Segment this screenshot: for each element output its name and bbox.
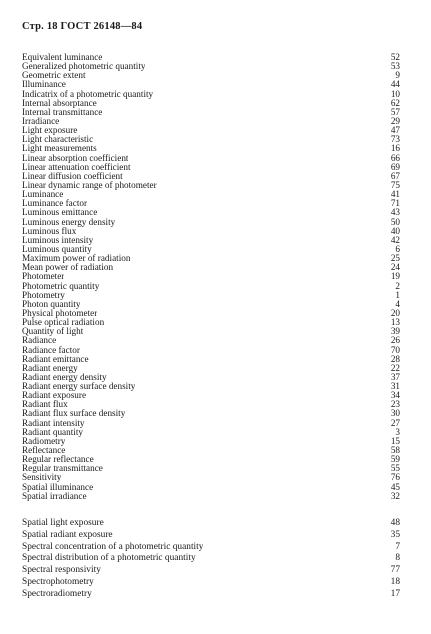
index-term: Maximum power of radiation — [22, 254, 131, 264]
index-number: 30 — [390, 408, 400, 419]
index-number: 47 — [390, 125, 400, 136]
index-entry — [22, 62, 400, 71]
index-entry — [22, 473, 400, 482]
index-entry — [22, 53, 400, 62]
index-term: Radiant exposure — [22, 391, 87, 401]
index-number: 25 — [390, 253, 400, 264]
index-number: 41 — [390, 189, 400, 200]
index-entry — [22, 135, 400, 144]
index-entry — [22, 90, 400, 99]
index-number: 10 — [390, 88, 400, 99]
index-number: 73 — [390, 134, 400, 145]
index-list-continued — [22, 518, 400, 601]
index-term: Spectral distribution of a photometric quantity — [22, 553, 196, 564]
index-number: 59 — [390, 454, 400, 465]
index-entry — [22, 518, 400, 530]
index-number: 3 — [395, 426, 400, 437]
index-number: 58 — [390, 445, 400, 456]
index-number: 15 — [390, 435, 400, 446]
index-number: 77 — [390, 565, 400, 576]
index-entry — [22, 190, 400, 199]
index-term: Photometer — [22, 272, 65, 282]
index-number: 1 — [395, 289, 400, 300]
index-number: 48 — [390, 518, 400, 528]
index-term: Luminous energy density — [22, 217, 116, 227]
index-entry — [22, 199, 400, 208]
index-entry — [22, 355, 400, 364]
index-term: Physical photometer — [22, 308, 98, 318]
index-number: 43 — [390, 207, 400, 218]
index-term: Spectrophotometry — [22, 576, 94, 587]
index-entry — [22, 327, 400, 336]
index-number: 70 — [390, 344, 400, 355]
index-entry — [22, 291, 400, 300]
index-number: 7 — [395, 541, 400, 552]
index-number: 4 — [395, 298, 400, 309]
index-number: 23 — [390, 399, 400, 410]
index-number: 52 — [390, 52, 400, 62]
index-term: Luminance — [22, 190, 64, 200]
index-term: Regular transmittance — [22, 464, 103, 474]
index-entry — [22, 263, 400, 272]
index-term: Geometric extent — [22, 71, 86, 81]
index-number: 20 — [390, 307, 400, 318]
index-entry — [22, 309, 400, 318]
index-entry — [22, 382, 400, 391]
index-term: Luminous intensity — [22, 235, 94, 245]
index-term: Photometric quantity — [22, 281, 100, 291]
index-entry — [22, 117, 400, 126]
index-entry — [22, 172, 400, 181]
index-entry — [22, 419, 400, 428]
index-entry — [22, 236, 400, 245]
index-entry — [22, 300, 400, 309]
index-entry — [22, 126, 400, 135]
index-number: 55 — [390, 463, 400, 474]
index-entry — [22, 577, 400, 589]
index-number: 45 — [390, 481, 400, 492]
index-term: Spectral concentration of a photometric quantity — [22, 541, 204, 552]
index-term: Luminous flux — [22, 226, 77, 236]
index-entry — [22, 446, 400, 455]
index-entry — [22, 318, 400, 327]
index-term: Radiometry — [22, 436, 66, 446]
index-entry — [22, 455, 400, 464]
index-entry — [22, 565, 400, 577]
index-term: Mean power of radiation — [22, 263, 114, 273]
index-entry — [22, 108, 400, 117]
index-list — [22, 53, 400, 501]
index-term: Pulse optical radiation — [22, 318, 105, 328]
index-entry — [22, 245, 400, 254]
index-number: 8 — [395, 553, 400, 564]
index-entry — [22, 464, 400, 473]
index-entry — [22, 346, 400, 355]
index-entry — [22, 154, 400, 163]
index-number: 37 — [390, 371, 400, 382]
index-term: Radiant emittance — [22, 354, 89, 364]
index-term: Luminous emittance — [22, 208, 98, 218]
index-number: 34 — [390, 390, 400, 401]
index-entry — [22, 71, 400, 80]
index-entry — [22, 530, 400, 542]
index-number: 67 — [390, 170, 400, 181]
index-term: Radiant energy density — [22, 372, 107, 382]
index-term: Radiant flux surface density — [22, 409, 126, 419]
index-number: 44 — [390, 79, 400, 90]
index-entry — [22, 282, 400, 291]
index-number: 32 — [390, 490, 400, 501]
index-entry — [22, 144, 400, 153]
index-number: 40 — [390, 225, 400, 236]
index-number: 50 — [390, 216, 400, 227]
index-number: 75 — [390, 179, 400, 190]
index-entry — [22, 589, 400, 601]
index-term: Regular reflectance — [22, 455, 94, 465]
index-term: Quantity of light — [22, 327, 84, 337]
index-number: 16 — [390, 143, 400, 154]
index-term: Light exposure — [22, 126, 78, 136]
index-number: 28 — [390, 353, 400, 364]
index-entry — [22, 437, 400, 446]
index-entry — [22, 227, 400, 236]
index-entry — [22, 409, 400, 418]
index-term: Spectral responsivity — [22, 565, 101, 576]
index-number: 76 — [390, 472, 400, 483]
index-entry — [22, 272, 400, 281]
index-entry — [22, 428, 400, 437]
index-term: Internal absorptance — [22, 98, 97, 108]
index-number: 22 — [390, 362, 400, 373]
index-entry — [22, 492, 400, 501]
index-entry — [22, 483, 400, 492]
index-number: 17 — [390, 588, 400, 599]
index-term: Radiant quantity — [22, 427, 83, 437]
index-term: Spatial irradiance — [22, 491, 87, 501]
index-number: 66 — [390, 152, 400, 163]
index-number: 57 — [390, 106, 400, 117]
index-term: Spatial illuminance — [22, 482, 94, 492]
index-entry — [22, 99, 400, 108]
index-term: Radiant energy surface density — [22, 382, 136, 392]
index-term: Generalized photometric quantity — [22, 62, 146, 72]
index-term: Spectroradiometry — [22, 588, 92, 599]
index-number: 2 — [395, 280, 400, 291]
index-entry — [22, 400, 400, 409]
index-term: Photometry — [22, 290, 65, 300]
index-entry — [22, 391, 400, 400]
index-number: 69 — [390, 161, 400, 172]
index-number: 29 — [390, 115, 400, 126]
index-term: Spatial radiant exposure — [22, 529, 113, 540]
index-entry — [22, 336, 400, 345]
index-term: Radiant energy — [22, 363, 78, 373]
index-number: 19 — [390, 271, 400, 282]
index-number: 26 — [390, 335, 400, 346]
index-number: 53 — [390, 61, 400, 72]
index-term: Radiance factor — [22, 345, 80, 355]
index-term: Light measurements — [22, 144, 97, 154]
index-term: Linear diffusion coefficient — [22, 171, 123, 181]
index-entry — [22, 208, 400, 217]
index-number: 18 — [390, 576, 400, 587]
index-term: Internal transmittance — [22, 107, 103, 117]
index-number: 13 — [390, 317, 400, 328]
index-entry — [22, 181, 400, 190]
index-number: 35 — [390, 529, 400, 540]
index-entry — [22, 364, 400, 373]
index-entry — [22, 553, 400, 565]
index-term: Irradiance — [22, 116, 60, 126]
index-term: Radiant intensity — [22, 418, 85, 428]
index-number: 39 — [390, 326, 400, 337]
index-term: Radiance — [22, 336, 57, 346]
index-entry — [22, 218, 400, 227]
index-term: Linear dynamic range of photometer — [22, 180, 157, 190]
index-number: 42 — [390, 234, 400, 245]
index-entry — [22, 254, 400, 263]
index-term: Sensitivity — [22, 473, 62, 483]
index-term: Reflectance — [22, 446, 66, 456]
index-number: 27 — [390, 417, 400, 428]
index-number: 6 — [395, 243, 400, 254]
page-header: Стр. 18 ГОСТ 26148—84 — [22, 21, 143, 32]
index-term: Linear absorption coefficient — [22, 153, 129, 163]
index-entry — [22, 542, 400, 554]
index-number: 31 — [390, 381, 400, 392]
index-term: Radiant flux — [22, 400, 68, 410]
index-number: 71 — [390, 198, 400, 209]
index-entry — [22, 163, 400, 172]
index-number: 62 — [390, 97, 400, 108]
index-term: Illuminance — [22, 80, 66, 90]
index-term: Linear attenuation coefficient — [22, 162, 131, 172]
index-term: Luminous quantity — [22, 244, 92, 254]
index-number: 24 — [390, 262, 400, 273]
index-term: Equivalent luminance — [22, 53, 103, 62]
index-term: Spatial light exposure — [22, 518, 104, 528]
index-term: Indicatrix of a photometric quantity — [22, 89, 154, 99]
index-entry — [22, 373, 400, 382]
index-number: 9 — [395, 70, 400, 81]
index-term: Luminance factor — [22, 199, 88, 209]
index-term: Photon quantity — [22, 299, 81, 309]
index-entry — [22, 80, 400, 89]
index-term: Light characteristic — [22, 135, 94, 145]
